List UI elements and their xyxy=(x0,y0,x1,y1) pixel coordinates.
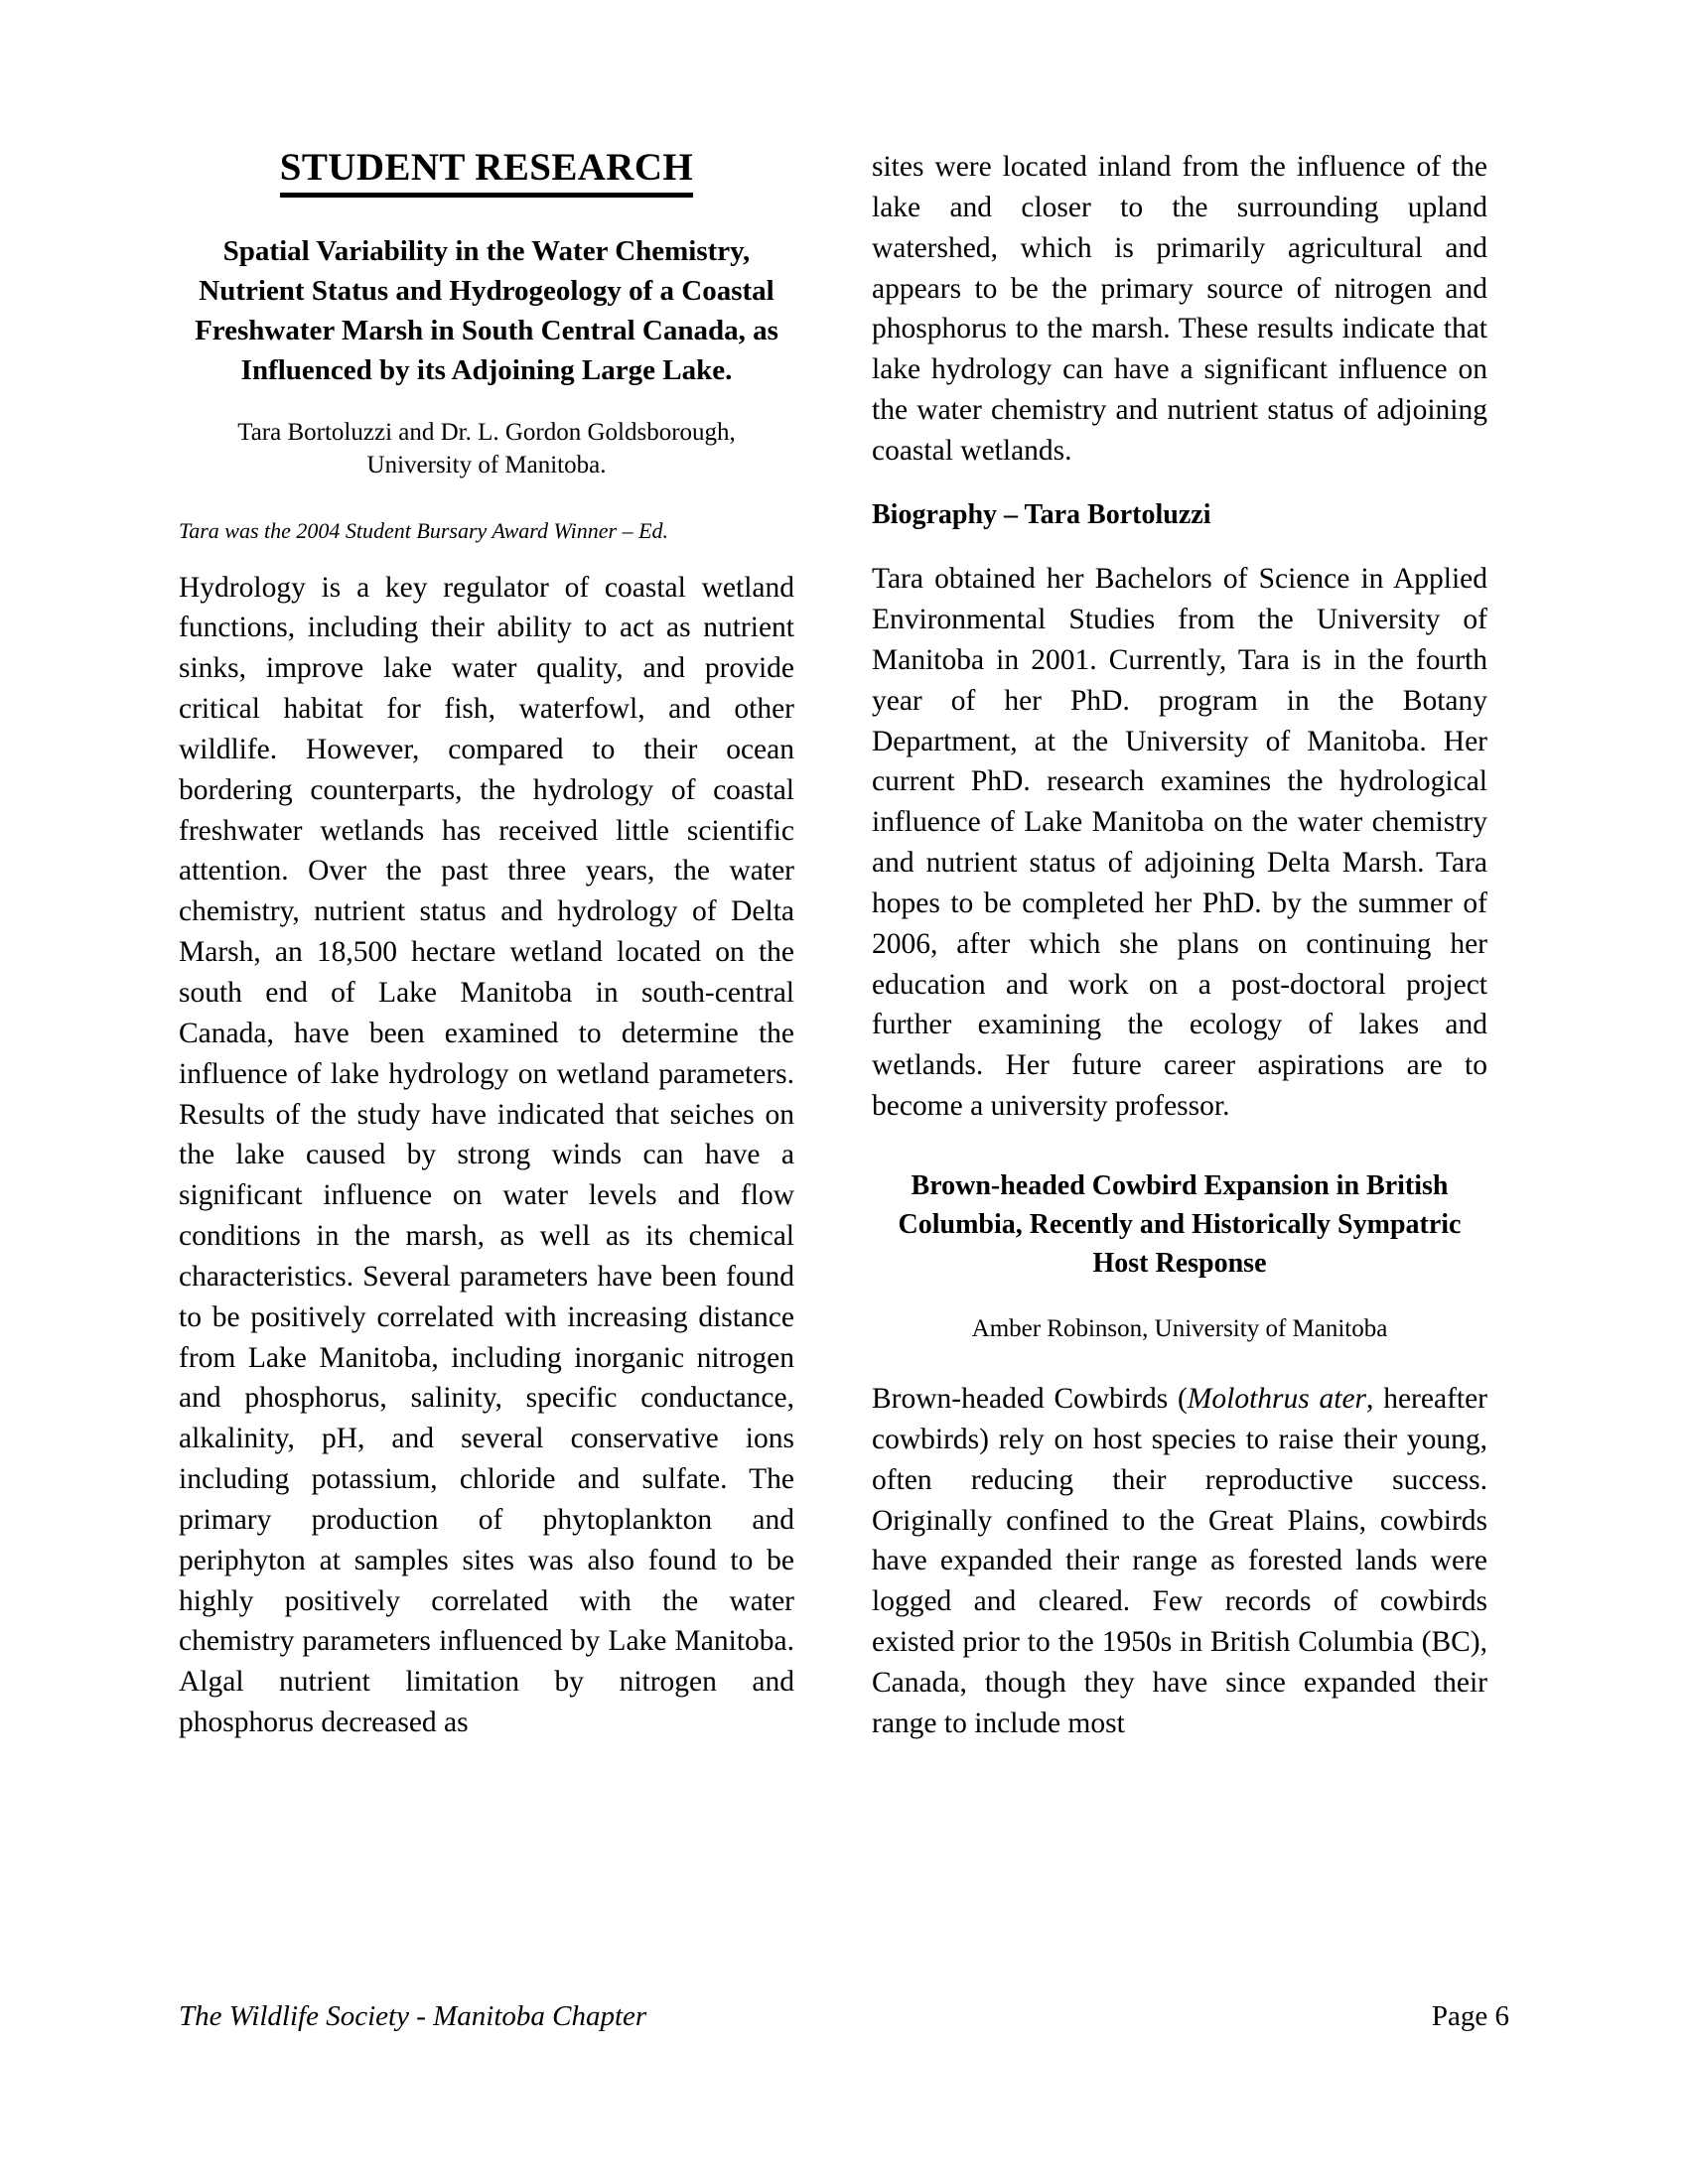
byline-affiliation: University of Manitoba. xyxy=(366,451,607,478)
section-header xyxy=(179,147,794,198)
article2-body-paragraph-1 xyxy=(872,1379,1487,1744)
right-column xyxy=(872,147,1487,1770)
article-body-paragraph-1: Hydrology is a key regulator of coastal wetland functions, including their ability to act as nutrient sinks, improve lake water quality, and provide critical habitat for fish, waterfowl, and other wildlife. However, compared to their ocean bordering counterparts, the hydrology of coastal freshwater wetlands has received little scientific attention. Over the past three years, the water chemistry, nutrient status and hydrology of Delta Marsh, an 18,500 hectare wetland located on the south end of Lake Manitoba in south-central Canada, have been examined to determine the influence of lake hydrology on wetland parameters. Results of the study have indicated that seiches on the lake caused by strong winds can have a significant influence on water levels and flow conditions in the marsh, as well as its chemical characteristics. Several parameters have been found to be positively correlated with increasing distance from Lake Manitoba, including inorganic nitrogen and phosphorus, salinity, specific conductance, alkalinity, pH, and several conservative ions including potassium, chloride and sulfate. The primary production of phytoplankton and periphyton at samples sites was also found to be highly positively correlated with the water chemistry parameters influenced by Lake Manitoba. Algal nutrient limitation by nitrogen and phosphorus decreased as xyxy=(179,571,794,1739)
article2-title: Brown-headed Cowbird Expansion in British Columbia, Recently and Historically Sympatric Host Response xyxy=(898,1169,1462,1280)
biography-heading: Biography – Tara Bortoluzzi xyxy=(872,498,1211,530)
section-header-text: STUDENT RESEARCH xyxy=(280,147,693,198)
article2-body-lead: Brown-headed Cowbirds ( xyxy=(872,1383,1188,1416)
article-body-paragraph-2: sites were located inland from the influence of the lake and closer to the surrounding upland watershed, which is primarily agricultural and appears to be the primary source of nitrogen and phosphorus to the marsh. These results indicate that lake hydrology can have a significant influence on the water chemistry and nutrient status of adjoining coastal wetlands. xyxy=(872,151,1487,467)
article2-byline: Amber Robinson, University of Manitoba xyxy=(971,1314,1388,1342)
species-name: Molothrus ater xyxy=(1187,1383,1367,1416)
footer-page-number: Page 6 xyxy=(1431,2000,1509,2032)
page-footer xyxy=(179,2000,1509,2033)
footer-organization: The Wildlife Society - Manitoba Chapter xyxy=(179,2000,647,2032)
article2-body-rest: , hereafter cowbirds) rely on host species to raise their young, often reducing their reproductive success. Originally confined to the Great Plains, cowbirds have expanded their range as forested lands were logged and cleared. Few records of cowbirds existed prior to the 1950s in British Columbia (BC), Canada, though they have since expanded their range to include most xyxy=(872,1383,1488,1739)
editor-note: Tara was the 2004 Student Bursary Award Winner – Ed. xyxy=(179,517,669,543)
article-title: Spatial Variability in the Water Chemistry, Nutrient Status and Hydrogeology of a Coastal Freshwater Marsh in South Central Canada, as Influenced by its Adjoining Large Lake. xyxy=(195,234,778,386)
article-byline xyxy=(179,416,794,481)
biography-body: Tara obtained her Bachelors of Science in Applied Environmental Studies from the University of Manitoba in 2001. Currently, Tara is in the fourth year of her PhD. program in the Botany Department, at the University of Manitoba. Her current PhD. research examines the hydrological influence of Lake Manitoba on the water chemistry and nutrient status of adjoining Delta Marsh. Tara hopes to be completed her PhD. by the summer of 2006, after which she plans on continuing her education and work on a post-doctoral project further examining the ecology of lakes and wetlands. Her future career aspirations are to become a university professor. xyxy=(872,563,1487,1123)
byline-authors: Tara Bortoluzzi and Dr. L. Gordon Goldsborough, xyxy=(237,418,736,446)
left-column xyxy=(179,147,794,1743)
two-column-layout xyxy=(179,147,1509,1934)
